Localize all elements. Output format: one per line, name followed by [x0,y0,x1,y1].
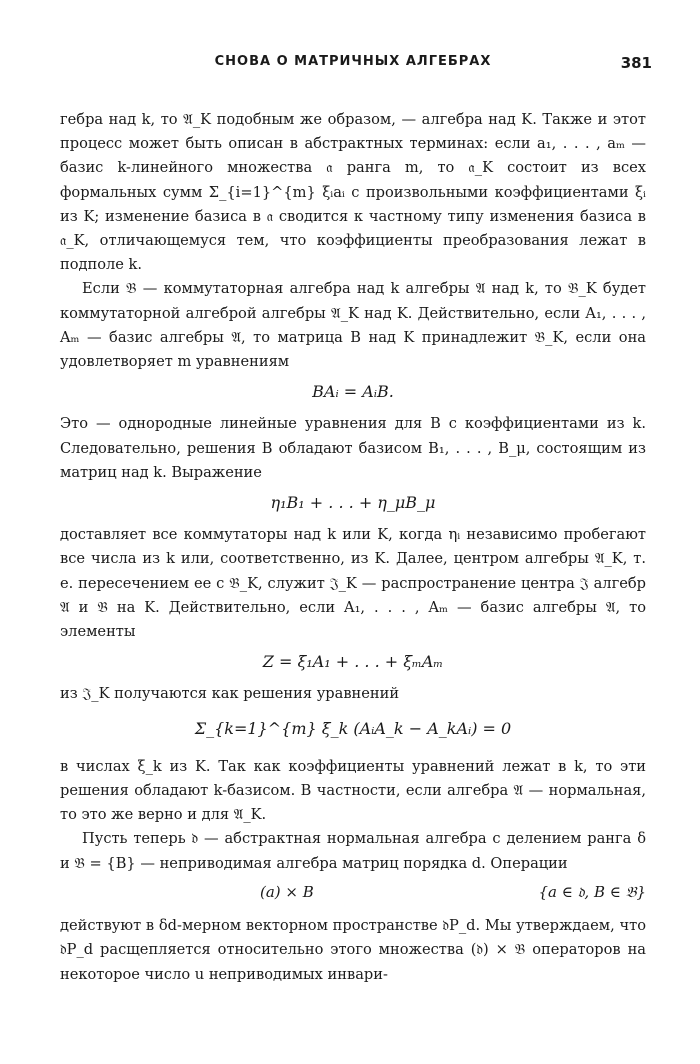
formula: Σ_{k=1}^{m} ξ_k (AᵢA_k − A_kAᵢ) = 0 [194,718,512,738]
paragraph: доставляет все коммутаторы над k или K, когда ηᵢ независимо пробегают все числа из k или, соответственно, из K. Далее, центром алгебры 𝔄_K, т. е. пересечением ее с 𝔅_K, служит 𝔍_K — распространение центра 𝔍 алгебр 𝔄 и 𝔅 на K. Действительно, если A₁, . . . , Aₘ — базис алгебры 𝔄, то элементы [60,526,646,641]
paragraph: из 𝔍_K получаются как решения уравнений [60,685,400,703]
paragraph: действуют в δd-мерном векторном пространстве 𝔡P_d. Мы утверждаем, что 𝔡P_d расщепляется относительно этого множества (𝔡) × 𝔅 операторов на некоторое число u неприводимых инвари- [60,917,646,983]
formula-row [60,880,646,904]
page-number: 381 [620,54,652,72]
paragraph: в числах ξ_k из K. Так как коэффициенты уравнений лежат в k, то эти решения обладают k-базисом. В частности, если алгебра 𝔄 — нормальная, то это же верно и для 𝔄_K. [60,757,646,824]
formula: Z = ξ₁A₁ + . . . + ξₘAₘ [262,652,444,672]
formula: (a) × B [260,882,314,901]
paragraph: Это — однородные линейные уравнения для B с коэффициентами из k. Следовательно, решения B обладают базисом B₁, . . . , B_μ, состоящим из матриц над k. Выражение [60,415,646,481]
formula: {a ∈ 𝔡, B ∈ 𝔅} [538,882,646,901]
page-header [60,50,652,80]
running-title: СНОВА О МАТРИЧНЫХ АЛГЕБРАХ [214,54,492,69]
paragraph: Если 𝔅 — коммутаторная алгебра над k алгебры 𝔄 над k, то 𝔅_K будет коммутаторной алгеброй алгебры 𝔄_K над K. Действительно, если A₁, . . . , Aₘ — базис алгебры 𝔄, то матрица B над K принадлежит 𝔅_K, если она удовлетворяет m уравнениям [60,280,646,371]
formula: BAᵢ = AᵢB. [312,382,394,402]
formula: η₁B₁ + . . . + η_μB_μ [270,493,436,513]
paragraph: гебра над k, то 𝔄_K подобным же образом, — алгебра над K. Также и этот процесс может быть описан в абстрактных терминах: если a₁, . . . , aₘ — базис k-линейного множества 𝔞 ранга m, то 𝔞_K состоит из всех формальных сумм Σ_{i=1}^{m} ξᵢaᵢ с произвольными коэффициентами ξᵢ из K; изменение базиса в 𝔞 сводится к частному типу изменения базиса в 𝔞_K, отличающемуся тем, что коэффициенты преобразования лежат в подполе k. [60,111,646,274]
book-page [60,50,652,987]
page-body [60,108,646,987]
paragraph: Пусть теперь 𝔡 — абстрактная нормальная алгебра с делением ранга δ и 𝔅 = {B} — неприводимая алгебра матриц порядка d. Операции [60,830,646,872]
